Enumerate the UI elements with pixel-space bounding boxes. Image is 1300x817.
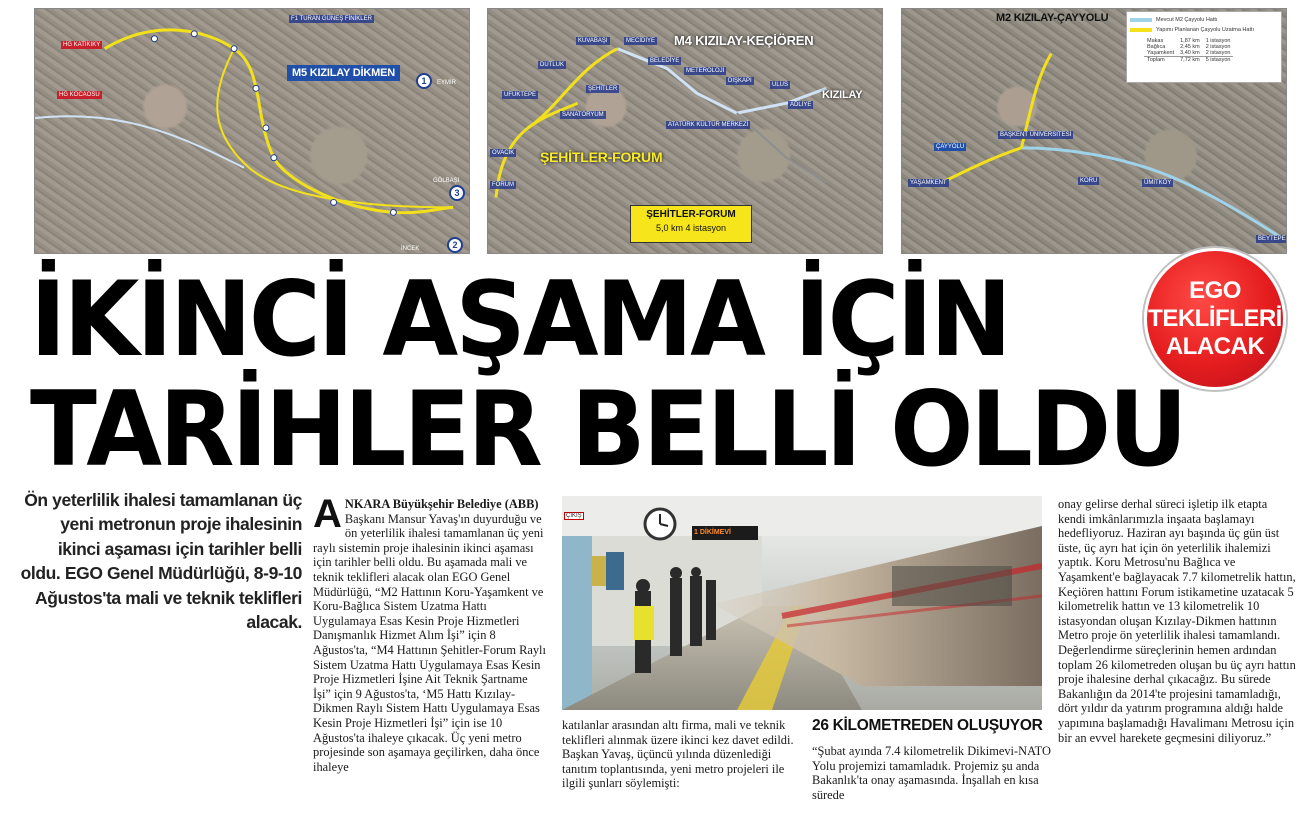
legend-cell: 1,87 km bbox=[1180, 38, 1200, 44]
platform-sign: 1 DİKİMEVİ bbox=[694, 529, 731, 536]
legend-row-existing bbox=[1130, 15, 1278, 25]
exit-sign: ÇIKIŞ bbox=[566, 513, 582, 519]
legend-swatch-planned bbox=[1130, 28, 1152, 32]
legend-cell: Yaşamkent bbox=[1147, 50, 1175, 56]
m5-label-incek: İNCEK bbox=[401, 246, 420, 252]
m2-title: M2 KIZILAY-ÇAYYOLU bbox=[996, 12, 1109, 24]
m5-label-katikiky: HG KATIKIKY bbox=[63, 42, 101, 48]
m4-label-kuvabasi: KUVABAŞI bbox=[578, 38, 608, 44]
m2-label-baskent: BAŞKENT ÜNİVERSİTESİ bbox=[1000, 132, 1072, 138]
legend-cell: 7,72 km bbox=[1180, 57, 1200, 63]
drop-cap: A bbox=[313, 492, 342, 536]
m2-label-koru: KORU bbox=[1080, 178, 1098, 184]
m4-label-dutluk: DUTLUK bbox=[540, 62, 565, 68]
legend-existing-label: Mevcut M2 Çayyolu Hattı bbox=[1156, 17, 1218, 23]
m4-info-box bbox=[630, 205, 752, 243]
m4-label-diskapi: DIŞKAPI bbox=[728, 78, 752, 84]
m5-marker-3: 3 bbox=[449, 185, 465, 201]
m5-label-golbasi: GÖLBAŞI bbox=[433, 178, 460, 184]
legend-cell: Makas bbox=[1147, 38, 1164, 44]
article-leadin: NKARA Büyükşehir Belediye (ABB) bbox=[344, 497, 539, 511]
article-paragraph-1: Başkanı Mansur Yavaş'ın duyurduğu ve ön yeterlilik ihalesi tamamlanan üç yeni raylı sistemin proje ihalesinin ikinci aşaması için tarihler belli oldu. Bu aşamada mali ve teknik teklifleri alacak olan EGO Genel Müdürlüğü, “M2 Hattının Koru-Yaşamkent ve Koru-Bağlıca Sistem Uzatma Hattı Uygulamaya Esas Kesin Proje Hizmetleri Danışmanlık Hizmet Alım İşi” için 8 Ağustos'ta, “M4 Hattının Şehitler-Forum Raylı Sistem Uzatma Hattı Uygulamaya Esas Kesin Proje Hizmetleri İşine Ait Teknik Şartname İşi” için 9 Ağustos'ta, ‘M5 Hattı Kızılay-Dikmen Raylı Sistem Hattı Uygulamaya Esas Kesin Proje Hizmetleri İşi” için ise 10 Ağustos'ta ihaleye çıkacak. Üç yeni metro projesinde son aşamaya geçilirken, daha önce ihaleye bbox=[313, 511, 546, 774]
m5-marker-2: 2 bbox=[447, 237, 463, 253]
m4-label-sanatoryum: SANATORYUM bbox=[562, 112, 604, 118]
m4-label-ovacik: OVACIK bbox=[492, 150, 515, 156]
legend-cell: Toplam bbox=[1147, 57, 1165, 63]
legend-swatch-existing bbox=[1130, 18, 1152, 22]
legend-table bbox=[1144, 38, 1233, 63]
m4-label-forum: FORUM bbox=[492, 182, 514, 188]
legend-cell: 3,40 km bbox=[1180, 50, 1200, 56]
m4-label-akm: ATATÜRK KÜLTÜR MERKEZİ bbox=[668, 122, 749, 128]
legend-cell: 2,45 km bbox=[1180, 44, 1200, 50]
m4-label-kizilay: KIZILAY bbox=[822, 89, 863, 101]
headline-line-2: TARİHLER BELLİ OLDU bbox=[30, 369, 1185, 491]
m5-marker-1: 1 bbox=[416, 73, 432, 89]
m5-label-kocaosu: HG KOCAOSU bbox=[59, 92, 100, 98]
m2-label-umitkoy: ÜMİTKÖY bbox=[1144, 180, 1172, 186]
m2-legend bbox=[1126, 11, 1282, 83]
article-column-2: katılanlar arasından altı firma, mali ve teknik teklifleri alınmak üzere ikinci kez davet edildi. Başkan Yavaş, üçüncü yılında düzenlediği tanıtım toplantısında, yeni metro projeleri ile ilgili şunları söylemişti: bbox=[562, 718, 794, 791]
m4-info-title: ŞEHİTLER-FORUM bbox=[646, 209, 736, 220]
legend-cell: 2 istasyon bbox=[1205, 44, 1231, 50]
article-lead: Ön yeterlilik ihalesi tamamlanan üç yeni metronun proje ihalesinin ikinci aşaması için tarihler belli oldu. EGO Genel Müdürlüğü, 8-9-10 Ağustos'ta mali ve teknik teklifleri alacak. bbox=[20, 490, 302, 633]
legend-row-planned bbox=[1130, 25, 1278, 35]
legend-cell: Bağlıca bbox=[1147, 44, 1166, 50]
m5-title: M5 KIZILAY DİKMEN bbox=[287, 65, 400, 81]
badge-line-2: TEKLİFLERİ bbox=[1148, 305, 1282, 332]
article-column-3: “Şubat ayında 7.4 kilometrelik Dikimevi-NATO Yolu projemizi tamamladık. Projemiz şu anda Bakanlık'ta onay aşamasında. İnşallah en kısa sürede bbox=[812, 744, 1051, 802]
m4-label-mecidiye: MECİDİYE bbox=[626, 38, 656, 44]
m4-label-meteroloji: METEROLOJİ bbox=[686, 68, 725, 74]
legend-table-row bbox=[1144, 50, 1233, 57]
m2-label-cayyolu-w: ÇAYYOLU bbox=[936, 144, 965, 150]
m4-label-sehitler: ŞEHİTLER bbox=[588, 86, 618, 92]
metro-photo-illustration bbox=[562, 496, 1042, 710]
m4-route-label: ŞEHİTLER-FORUM bbox=[540, 149, 663, 165]
article-column-1 bbox=[313, 492, 546, 774]
legend-cell: 1 istasyon bbox=[1205, 38, 1231, 44]
map-m5-kizilay-dikmen bbox=[34, 8, 470, 254]
badge-line-3: ALACAK bbox=[1165, 333, 1265, 360]
m5-label-eymir: EYMİR bbox=[437, 80, 457, 86]
m4-title: M4 KIZILAY-KEÇİÖREN bbox=[674, 33, 814, 48]
legend-cell: 2 istasyon bbox=[1205, 50, 1231, 56]
ego-badge bbox=[1144, 248, 1286, 390]
badge-line-1: EGO bbox=[1189, 277, 1241, 304]
m4-label-adliye: ADLİYE bbox=[790, 102, 812, 108]
m4-info-subtitle: 5,0 km 4 istasyon bbox=[655, 223, 727, 233]
legend-table-row bbox=[1144, 57, 1233, 64]
m4-label-ulus: ULUS bbox=[772, 82, 789, 88]
m2-label-beytepe: BEYTEPE bbox=[1258, 236, 1286, 242]
metro-station-photo bbox=[562, 496, 1042, 710]
legend-planned-label: Yapımı Planlanan Çayyolu Uzatma Hattı bbox=[1156, 27, 1255, 33]
m2-label-yasamkent: YAŞAMKENT bbox=[910, 180, 947, 186]
m4-label-belediye: BELEDİYE bbox=[650, 58, 680, 64]
m5-label-turan: F1 TURAN GÜNEŞ FİNİKLER bbox=[291, 16, 372, 22]
article-column-4: onay gelirse derhal süreci işletip ilk etapta kendi imkânlarımızla inşaata başlamayı hedefliyoruz. Haziran ayı başında üç gün üst üste, üç ayrı hat için ön yeterlilik ihalemizi yaptık. Koru Metrosu'nu Bağlıca ve Yaşamkent'e bağlayacak 7.7 kilometrelik hattın, Keçiören hattını Forum istikametine uzatacak 5 kilometrelik hattın ve 13 kilometrelik 10 istasyondan oluşan Kızılay-Dikmen hattının Metro proje ön yeterlilik ihalesi tamamlandı. Değerlendirme süreçlerinin hemen ardından toplam 26 kilometreden oluşan bu üç ayrı hattın proje ihalesine derhal çıkacağız. Bu sürede Bakanlığın da 2014'te projesini tamamladığı, dört yıldır da yatırım programına aldığı halde yapımına başlamadığı Havalimanı Metrosu için bir an evvel harekete geçmesini diliyoruz.” bbox=[1058, 497, 1296, 745]
article-subhead: 26 KİLOMETREDEN OLUŞUYOR bbox=[812, 717, 1043, 734]
m4-label-ufuktepe: UFUKTEPE bbox=[504, 92, 537, 98]
headline-line-1: İKİNCİ AŞAMA İÇİN bbox=[30, 259, 1010, 381]
legend-cell: 5 istasyon bbox=[1205, 57, 1231, 63]
